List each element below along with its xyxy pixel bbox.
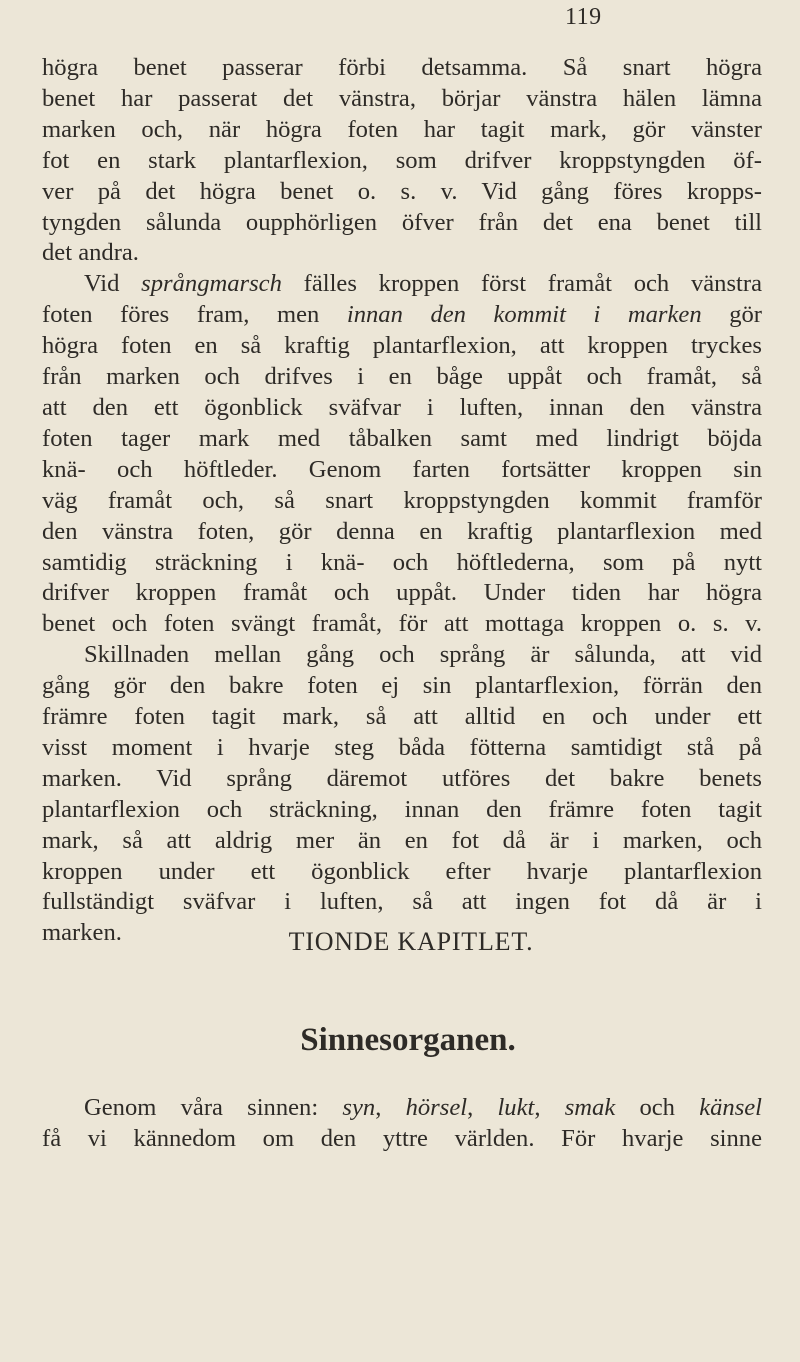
text-line: mark, så att aldrig mer än en fot då är i marken, och (42, 826, 762, 854)
emphasis-smak: smak (564, 1094, 616, 1121)
text-line: kroppen under ett ögonblick efter hvarje plantarflexion (42, 857, 762, 885)
text-line: plantarflexion och sträckning, innan den främre foten tagit (42, 795, 762, 823)
text-line: benet har passerat det vänstra, börjar vänstra hälen lämna (42, 84, 762, 112)
text-line: väg framåt och, så snart kroppstyngden kommit framför (42, 486, 762, 514)
text-line: drifver kroppen framåt och uppåt. Under tiden har högra (42, 579, 762, 607)
text-line: samtidig sträckning i knä- och höftlederna, som på nytt (42, 548, 762, 576)
emphasis-lukt: lukt (497, 1094, 535, 1121)
text-line: från marken och drifves i en båge uppåt och framåt, så (42, 363, 762, 391)
text-line: marken och, när högra foten har tagit mark, gör vänster (42, 115, 762, 143)
chapter-title: Sinnesorganen. (300, 1022, 516, 1058)
text-line (42, 300, 762, 331)
text-run: och (615, 1094, 700, 1121)
emphasis-syn: syn (342, 1094, 376, 1121)
paragraph-senses (42, 1093, 762, 1155)
emphasis-kansel: känsel (699, 1094, 763, 1121)
text-line: högra benet passerar förbi detsamma. Så snart högra (42, 54, 762, 81)
text-run: foten föres fram, men (42, 301, 347, 329)
text-line: den vänstra foten, gör denna en kraftig plantarflexion med (42, 517, 762, 545)
text-line: tyngden sålunda oupphörligen öfver från det ena benet till (42, 208, 762, 236)
text-line (42, 269, 762, 300)
text-line: att den ett ögonblick sväfvar i luften, innan den vänstra (42, 393, 762, 421)
text-run: gör (701, 301, 762, 329)
text-line: visst moment i hvarje steg båda fötterna samtidigt stå på (42, 733, 762, 761)
text-line: marken. (42, 919, 122, 947)
text-line: benet och foten svängt framåt, för att mottaga kroppen o. s. v. (42, 610, 762, 638)
text-line: foten tager mark med tåbalken samt med lindrigt böjda (42, 424, 762, 452)
emphasis-innan: innan den kommit i marken (346, 301, 702, 329)
text-run: fälles kroppen först framåt och vänstra (281, 270, 762, 298)
text-line: gång gör den bakre foten ej sin plantarflexion, förrän den (42, 672, 762, 700)
emphasis-horsel: hörsel (405, 1094, 468, 1121)
text-line: Skillnaden mellan gång och språng är sålunda, att vid (84, 641, 762, 669)
text-line: högra foten en så kraftig plantarflexion, att kroppen tryckes (42, 332, 762, 360)
text-line: fullständigt sväfvar i luften, så att ingen fot då är i (42, 888, 762, 916)
chapter-label: TIONDE KAPITLET. (288, 927, 534, 956)
text-run: , (534, 1094, 565, 1121)
text-line: få vi kännedom om den yttre världen. För hvarje sinne (42, 1124, 762, 1152)
text-line: knä- och höftleder. Genom farten fortsätter kroppen sin (42, 455, 762, 483)
text-run: , (467, 1094, 498, 1121)
emphasis-sprangmarsch: språngmarsch (141, 270, 282, 298)
paragraph-walking (42, 53, 762, 269)
text-run: Vid (84, 270, 142, 298)
text-line: främre foten tagit mark, så att alltid en och under ett (42, 703, 762, 731)
text-line (42, 1093, 762, 1124)
text-run: Genom våra sinnen: (84, 1094, 343, 1121)
paragraph-running (42, 269, 762, 949)
page-number: 119 (565, 4, 602, 30)
text-line: ver på det högra benet o. s. v. Vid gång föres kropps- (42, 177, 762, 205)
text-line: fot en stark plantarflexion, som drifver kroppstyngden öf- (42, 146, 762, 174)
text-line: marken. Vid språng däremot utföres det bakre benets (42, 764, 762, 792)
text-line: det andra. (42, 239, 139, 267)
text-run: , (375, 1094, 406, 1121)
body-text (42, 53, 762, 949)
